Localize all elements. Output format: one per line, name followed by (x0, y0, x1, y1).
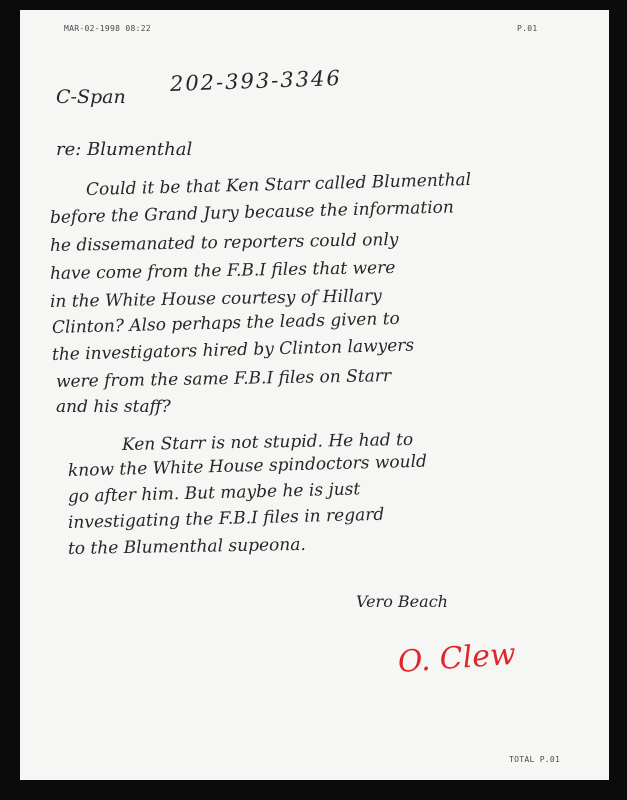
body-line: Could it be that Ken Starr called Blumenthal (85, 169, 472, 200)
location: Vero Beach (356, 592, 448, 611)
body-line: to the Blumenthal supeona. (67, 534, 306, 559)
fax-datetime: MAR-02-1998 08:22 (64, 24, 151, 33)
fax-total-pages: TOTAL P.01 (509, 755, 561, 764)
body-line: the investigators hired by Clinton lawyers (51, 335, 415, 365)
body-line: in the White House courtesy of Hillary (49, 286, 382, 312)
phone-number: 202-393-3346 (169, 66, 343, 96)
body-line: investigating the F.B.I files in regard (67, 504, 385, 533)
body-line: have come from the F.B.I files that were (49, 257, 396, 284)
body-line: go after him. But maybe he is just (67, 479, 361, 507)
fax-page-number: P.01 (517, 24, 538, 33)
body-line: before the Grand Jury because the information (49, 197, 455, 228)
body-line: Ken Starr is not stupid. He had to (121, 429, 414, 455)
body-line: were from the same F.B.I files on Starr (55, 366, 392, 392)
signature: O. Clew (396, 636, 517, 680)
body-line: he dissemanated to reporters could only (49, 229, 399, 256)
body-line: Clinton? Also perhaps the leads given to (51, 308, 401, 338)
subject-line: re: Blumenthal (56, 139, 193, 160)
body-line: and his staff? (56, 397, 171, 417)
fax-page (20, 10, 609, 780)
body-line: know the White House spindoctors would (67, 451, 428, 481)
channel-name: C-Span (56, 86, 126, 108)
